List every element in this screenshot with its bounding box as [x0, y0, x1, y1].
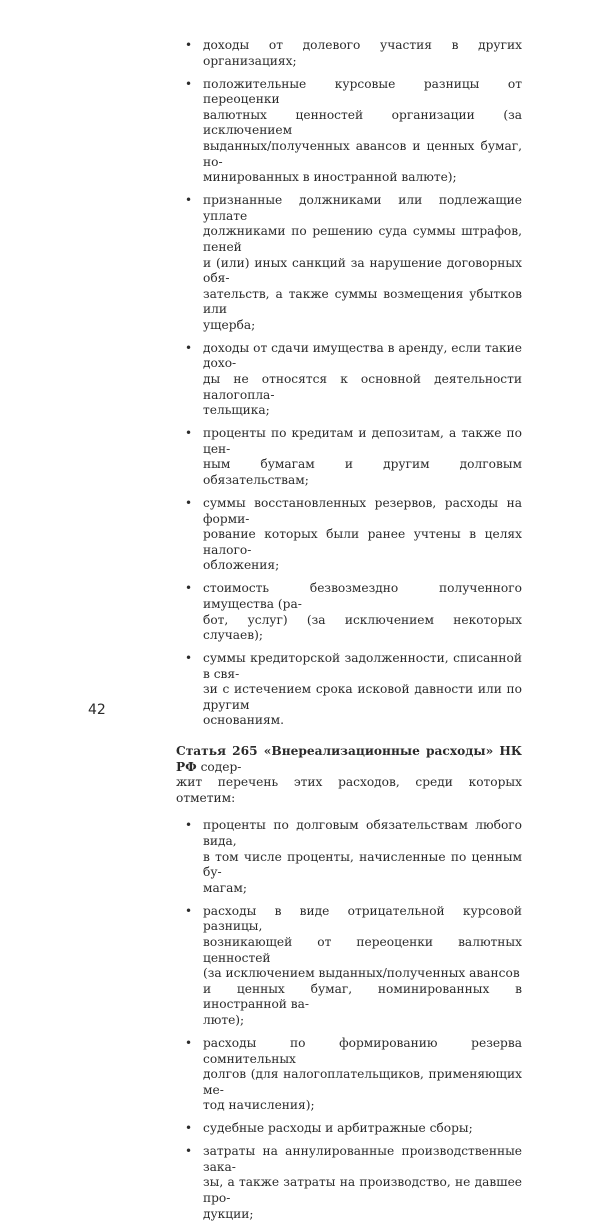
list-item-line: судебные расходы и арбитражные сборы; [203, 1121, 473, 1136]
list-item-line: валютных ценностей организации (за исключением [203, 107, 522, 138]
list-item [176, 341, 522, 419]
bullet-icon: • [185, 903, 193, 918]
list-item-line: (за исключением выданных/полученных авансов [203, 966, 520, 981]
list-item-line: стоимость безвозмездно полученного имущества (ра- [203, 581, 522, 611]
article-title: Статья 265 «Внереализационные расходы» НК РФ [176, 744, 522, 774]
bullet-icon: • [185, 818, 193, 833]
list-item-line: и ценных бумаг, номинированных в иностранной ва- [203, 981, 522, 1012]
bullet-icon: • [185, 193, 193, 208]
list-item [176, 193, 522, 333]
list-item-line: обложения; [203, 558, 280, 573]
list-item-line: расходы по формированию резерва сомнительных [203, 1035, 522, 1066]
list-item-line: люте); [203, 1012, 245, 1027]
list-item [176, 426, 522, 488]
bullet-icon: • [185, 651, 193, 666]
article-paragraph [176, 744, 522, 806]
list-item-line: суммы восстановленных резервов, расходы на форми- [203, 495, 522, 526]
list-item-line: в том числе проценты, начисленные по ценным бу- [203, 849, 522, 880]
bullet-icon: • [185, 1144, 193, 1159]
list-item [176, 818, 522, 896]
list-item [176, 1144, 522, 1222]
list-item-line: ущерба; [203, 317, 256, 332]
list-item-line: суммы кредиторской задолженности, списанной в свя- [203, 651, 522, 681]
list-item-line: и (или) иных санкций за нарушение договорных обя- [203, 255, 522, 286]
bullet-icon: • [185, 38, 193, 52]
expenses-list [176, 818, 522, 1222]
list-item [176, 1121, 522, 1137]
list-item-line: минированных в иностранной валюте); [203, 170, 457, 185]
bullet-icon: • [185, 340, 193, 355]
list-item-line: положительные курсовые разницы от переоценки [203, 76, 522, 107]
bullet-icon: • [185, 426, 193, 441]
list-item [176, 496, 522, 574]
list-item-line: тельщика; [203, 403, 270, 418]
page-number: 42 [88, 702, 106, 718]
list-item-line: возникающей от переоценки валютных ценностей [203, 935, 522, 965]
list-item-line: признанные должниками или подлежащие уплате [203, 193, 522, 223]
list-item-line: тод начисления); [203, 1098, 315, 1113]
bullet-icon: • [185, 1035, 193, 1050]
list-item-line: расходы в виде отрицательной курсовой разницы, [203, 903, 522, 934]
income-list [176, 38, 522, 729]
list-item-line: должниками по решению суда суммы штрафов, пеней [203, 224, 522, 254]
list-item [176, 651, 522, 729]
list-item [176, 581, 522, 643]
list-item [176, 38, 522, 69]
article-line-1 [176, 744, 522, 775]
list-item [176, 904, 522, 1029]
list-item-line: долгов (для налогоплательщиков, применяющих ме- [203, 1067, 522, 1097]
bullet-icon: • [185, 581, 193, 596]
bullet-icon: • [185, 76, 193, 91]
list-item-line: бот, услуг) (за исключением некоторых случаев); [203, 612, 522, 643]
list-item-line: зательств, а также суммы возмещения убытков или [203, 286, 522, 317]
list-item-line: проценты по кредитам и депозитам, а также по цен- [203, 426, 522, 456]
list-item-line: ды не относятся к основной деятельности налогопла- [203, 372, 522, 402]
list-item-line: проценты по долговым обязательствам любого вида, [203, 818, 522, 849]
list-item-line: зи с истечением срока исковой давности или по другим [203, 682, 522, 712]
bullet-icon: • [185, 495, 193, 510]
list-item-line: ным бумагам и другим долговым обязательствам; [203, 457, 522, 487]
page-content [176, 38, 522, 1230]
list-item-line: зы, а также затраты на производство, не давшее про- [203, 1175, 522, 1206]
list-item-line: выданных/полученных авансов и ценных бумаг, но- [203, 138, 522, 169]
list-item-line: доходы от долевого участия в других организациях; [203, 38, 522, 68]
list-item [176, 77, 522, 186]
list-item-line: дукции; [203, 1206, 254, 1221]
list-item-line: доходы от сдачи имущества в аренду, если такие дохо- [203, 340, 522, 371]
list-item-line: основаниям. [203, 713, 285, 728]
article-text-1: содер- [196, 759, 242, 774]
list-item-line: затраты на аннулированные производственные зака- [203, 1144, 522, 1174]
article-line-2: жит перечень этих расходов, среди которых отметим: [176, 775, 522, 805]
list-item [176, 1036, 522, 1114]
bullet-icon: • [185, 1121, 193, 1136]
list-item-line: рование которых были ранее учтены в целях налого- [203, 527, 522, 557]
list-item-line: магам; [203, 880, 247, 895]
